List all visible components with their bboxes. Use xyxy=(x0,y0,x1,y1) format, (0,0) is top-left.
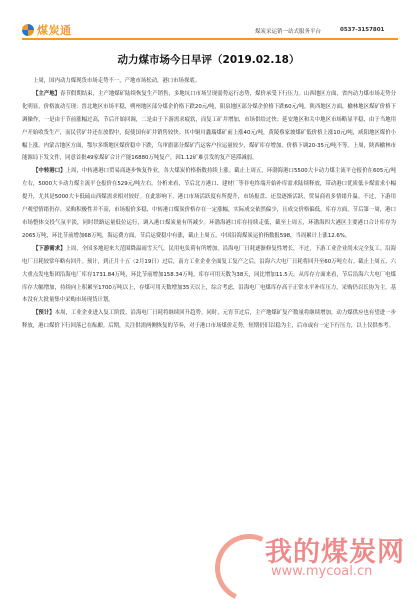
watermark-title: 我的煤炭网 xyxy=(265,537,405,568)
report-title: 动力煤市场今日早评（2019.02.18） xyxy=(117,54,300,66)
paragraph-heading: 【预计】 xyxy=(33,310,55,317)
brand-logo[interactable] xyxy=(22,22,72,38)
logo-icon xyxy=(22,24,34,36)
paragraph-text: 上周，中转港港口贸易商逐步恢复作业，各大煤炭价格指数持续上涨。截止上周五，环渤海港口5500大卡动力煤主流平仓报价在605元/吨左右，5000大卡动力煤主流平仓报价在529元/吨左右。分析来看，节后北方港口、建材厂等非电终端开始补库需求陆续释放，带动港口优质低卡煤需求小幅提升，尤其是5000大卡低硫山西煤需求相对较好。在此影响下，港口市场活跃度有所提升，市场报盘、还盘逐渐活跃，贸易商看多情绪升温。不过，下游用户观望情绪仍存，采购积极性并不高，市场报价多稳，中转港口煤炭价格存在一定涨幅，实际成交依然偏少，且成交价格偏低。库存方面，节后第一周，港口市场整体交投气氛平淡，同时铁路运量低位运行，调入港口煤炭量有所减少。环渤海港口库存持续走低，截至上周五，环渤海四大港区主要港口合计库存为2065万吨，环比节前增加68万吨，海运费方面，节后运费稳中有涨，截止上周五，中国沿海煤炭运价指数报598，当周累计上涨12.6%。 xyxy=(22,168,396,239)
watermark-arc-icon xyxy=(205,524,292,611)
paragraph-forecast xyxy=(22,307,396,333)
header-divider xyxy=(22,38,398,40)
paragraph-producing-areas xyxy=(22,88,396,165)
paragraph-transit-ports xyxy=(22,165,396,242)
paragraph-text: 春节假期结束，主产地煤矿陆续恢复生产销售，多地坑口市场呈现弱势运行态势，煤价承受下行压力。山西地区方面，省内动力煤市场走势分化明显，价格波动互现：晋北地区市场平稳，朔州地区部分煤企价格下跌20元/吨，阳泉地区部分煤企价格下跌60元/吨。陕西地区方面，榆林地区煤矿价格下调操作，一是由于节前涨幅过高，节后开始回调，二是由于下游需求疲软，而复工矿井增加，市场供给过快；延安地区和关中地区市场略显平稳，由于当地用户开始收货生产，而民营矿井还在放假中，促使国有矿井销售较快。其中铜川鑫瑞煤矿前上涨40元/吨，黄陵蔡家坡煤矿低价格上涨10元/吨，咸阳地区煤价小幅上涨。内蒙古地区方面，鄂尔多斯地区煤价稳中下跌，乌审旗部分煤矿汽运客户拉运量较少，煤矿库存增加，价格下调20-35元/吨不等。上周，陕西榆林市能源局下发文件，同意首批49家煤矿合计产能16880万吨复产，因1.12矿难引发的复产延滞减弱。 xyxy=(22,90,396,162)
paragraph-text: 本周，工业企业进入复工阶段，沿海电厂日耗将继续回升趋势。同时，元宵节过后，主产地煤矿复产数量将继续增加，动力煤供应也有望进一步释放，港口煤价下行回落已在酝酿。后期，关注供需两侧恢复的节奏，对于港口市场煤价走势，短期仍旧以稳为主，后市或有一定下行压力，以上仅供参考。 xyxy=(22,310,396,330)
watermark-url: www.mycoal.cn xyxy=(271,564,373,579)
site-watermark xyxy=(215,520,415,588)
header-hotline: 0537-3157801 xyxy=(340,27,385,33)
logo-text: 煤炭通 xyxy=(37,24,72,37)
paragraph-heading: 【下游需求】 xyxy=(33,245,66,252)
paragraph-heading: 【中转港口】 xyxy=(33,168,66,175)
paragraph-downstream-demand xyxy=(22,243,396,308)
paragraph-text: 上周，全国多地迎来大范围降温雨雪天气，民用电负荷有所增加，沿海电厂日耗逐渐修复性增长，不过，下游工业企业尚未完全复工。沿海电厂日耗较常年略有回升。预计，到正月十五（2月19日）过后，南方工业企业全面复工复产之后，沿海六大电厂日耗将回升至60万吨左右。截止上周五，六大重点发电集团沿海电厂库存1731.84万吨，环比节前增加158.34万吨，库存可用天数为38天，同比增加11.5天。从库存方面来看，节后沿海六大电厂电煤库存大幅增加，持续向上积累至1700万吨以上，存煤可用天数增加35天以上，综合考虑，沿海电厂电煤库存高于正常水平补库压力，采购仍以长协为主，基本没有大批量集中采购市场现货计划。 xyxy=(22,245,396,304)
paragraph-intro xyxy=(22,75,396,88)
report-body xyxy=(22,75,396,333)
page-header xyxy=(0,0,417,40)
paragraph-text: 上周，国内动力煤现货市场走势不一，产地市场松动，港口市场探底。 xyxy=(33,78,201,84)
paragraph-heading: 【主产地】 xyxy=(33,90,61,97)
header-tagline: 煤炭采运销一站式服务平台 xyxy=(255,29,322,35)
